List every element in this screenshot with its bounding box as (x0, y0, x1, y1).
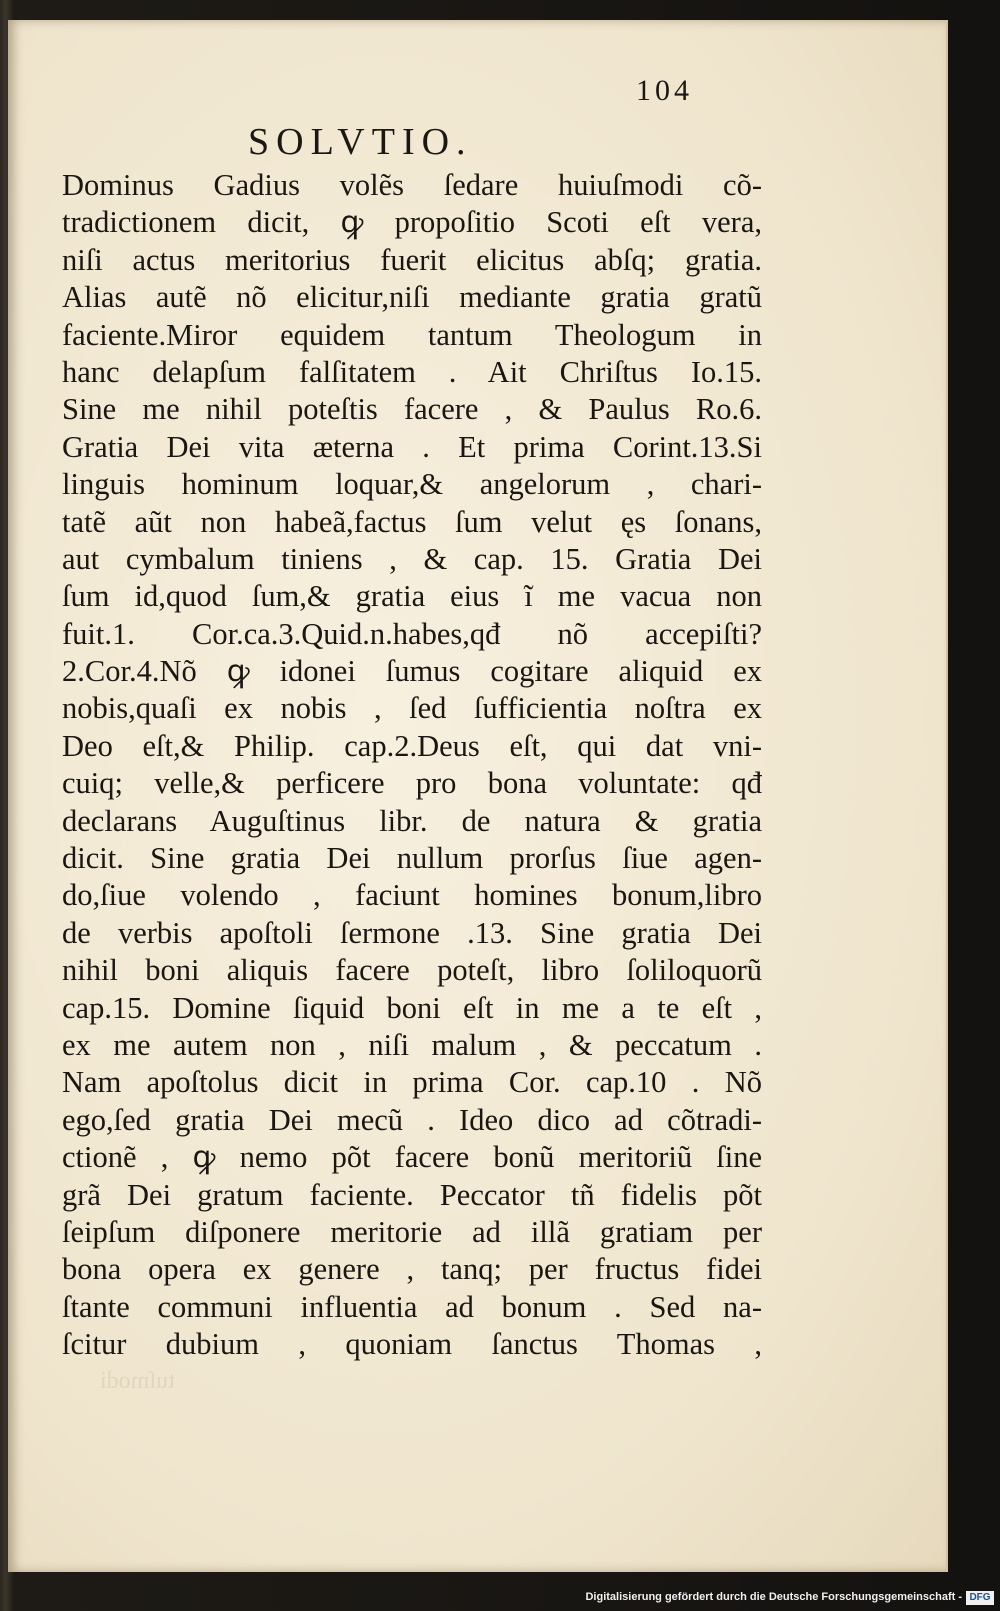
text-line: ctionẽ , ꝙ nemo põt facere bonũ meritoriũ ſine (62, 1140, 762, 1175)
text-line: niſi actus meritorius fuerit elicitus abſq; gratia. (62, 242, 762, 277)
text-line: do,ſiue volendo , faciunt homines bonum,libro (62, 878, 762, 913)
text-line: cuiq; velle,& perficere pro bona voluntate: qđ (62, 766, 762, 801)
text-line: Gratia Dei vita æterna . Et prima Corint.13.Si (62, 429, 762, 464)
text-line: nobis,quaſi ex nobis , ſed ſufficientia noſtra ex (62, 691, 762, 726)
text-line: 2.Cor.4.Nõ ꝙ idonei ſumus cogitare aliquid ex (62, 654, 762, 689)
text-line: Alias autẽ nõ elicitur,niſi mediante gratia gratũ (62, 280, 762, 315)
text-line: ſeipſum diſponere meritorie ad illã gratiam per (62, 1214, 762, 1249)
text-line: declarans Auguſtinus libr. de natura & gratia (62, 803, 762, 838)
text-line: linguis hominum loquar,& angelorum , chari- (62, 467, 762, 502)
text-line: grã Dei gratum faciente. Peccator tñ fidelis põt (62, 1177, 762, 1212)
page-number: 104 (636, 74, 693, 107)
body-text (62, 167, 762, 1364)
text-line: ſum id,quod ſum,& gratia eius ĩ me vacua non (62, 579, 762, 614)
text-line: de verbis apoſtoli ſermone .13. Sine gratia Dei (62, 915, 762, 950)
text-line: cap.15. Domine ſiquid boni eſt in me a te eſt , (62, 990, 762, 1025)
text-line: tradictionem dicit, ꝙ propoſitio Scoti eſt vera, (62, 205, 762, 240)
book-page (8, 20, 948, 1572)
text-line: faciente.Miror equidem tantum Theologum in (62, 317, 762, 352)
text-line: Deo eſt,& Philip. cap.2.Deus eſt, qui dat vni- (62, 728, 762, 763)
text-line: ſtante communi influentia ad bonum . Sed na- (62, 1289, 762, 1324)
dfg-logo: DFG (966, 1591, 994, 1605)
text-line: fuit.1. Cor.ca.3.Quid.n.habes,qđ nõ accepiſti? (62, 616, 762, 651)
bleed-through-text: tuſmodi (100, 1368, 175, 1394)
text-line: Nam apoſtolus dicit in prima Cor. cap.10 . Nõ (62, 1065, 762, 1100)
text-line: Dominus Gadius volẽs ſedare huiuſmodi cõ- (62, 168, 762, 202)
text-line: Sine me nihil poteſtis facere , & Paulus Ro.6. (62, 392, 762, 427)
section-heading: SOLVTIO. (248, 121, 473, 163)
text-line: dicit. Sine gratia Dei nullum prorſus ſiue agen- (62, 841, 762, 876)
text-line: ego,ſed gratia Dei mecũ . Ideo dico ad cõtradi- (62, 1102, 762, 1137)
text-line: tatẽ aũt non habeã,factus ſum velut ęs ſonans, (62, 504, 762, 539)
text-line: bona opera ex genere , tanq; per fructus fidei (62, 1252, 762, 1287)
text-line: aut cymbalum tiniens , & cap. 15. Gratia Dei (62, 541, 762, 576)
text-line: hanc delapſum falſitatem . Ait Chriſtus Io.15. (62, 354, 762, 389)
text-line: ſcitur dubium , quoniam ſanctus Thomas , (62, 1327, 762, 1362)
text-line: nihil boni aliquis facere poteſt, libro ſoliloquorũ (62, 953, 762, 988)
digitization-credit: Digitalisierung gefördert durch die Deutsche Forschungsgemeinschaft - (585, 1591, 962, 1603)
text-line: ex me autem non , niſi malum , & peccatum . (62, 1027, 762, 1062)
